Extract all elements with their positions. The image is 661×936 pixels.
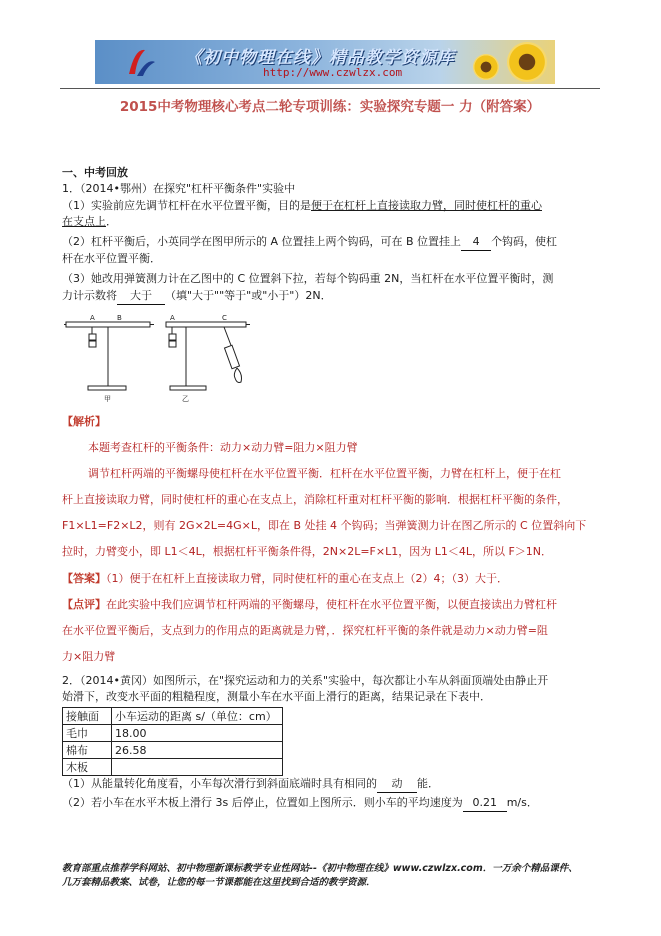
lever-experiment-figure bbox=[62, 308, 262, 404]
table-cell: 毛巾 bbox=[63, 725, 112, 742]
q2-part1-answer: 动 bbox=[377, 776, 417, 793]
banner-url: http://www.czwlzx.com bbox=[263, 66, 403, 79]
lever-bar-jia bbox=[66, 322, 150, 327]
q1-part1-line1: （1）实验前应先调节杠杆在水平位置平衡，目的是便于在杠杆上直接读取力臂，同时使杠杆的重心 bbox=[62, 199, 542, 212]
site-logo-icon bbox=[125, 44, 159, 80]
sunflower-icon bbox=[507, 42, 547, 82]
q1-part2-answer: 4 bbox=[461, 234, 491, 251]
footer-line: 教育部重点推荐学科网站、初中物理新课标教学专业性网站--《初中物理在线》www.czwlzx.com．一万余个精品课件、 bbox=[62, 863, 578, 874]
comment-line: 力×阻力臂 bbox=[62, 650, 116, 663]
comment-tag: 【点评】 bbox=[62, 598, 106, 611]
caption-jia: 甲 bbox=[104, 395, 111, 403]
result-table bbox=[62, 707, 283, 776]
table-cell: 木板 bbox=[63, 759, 112, 776]
label-A-yi: A bbox=[170, 314, 175, 322]
table-header-row bbox=[63, 708, 283, 725]
header-banner bbox=[95, 40, 555, 84]
lever-bar-yi bbox=[166, 322, 246, 327]
q2-part2: （2）若小车在水平木板上滑行 3s 后停止，位置如上图所示．则小车的平均速度为 0.21 m/s． bbox=[62, 795, 538, 812]
label-C-yi: C bbox=[222, 314, 227, 322]
section-heading: 一、中考回放 bbox=[62, 166, 128, 179]
table-cell: 26.58 bbox=[112, 742, 283, 759]
header-rule bbox=[60, 88, 600, 89]
analysis-line: 杆上直接读取力臂，同时使杠杆的重心在支点上，消除杠杆重对杠杆平衡的影响．根据杠杆平衡的条件， bbox=[62, 493, 568, 506]
label-B-jia: B bbox=[117, 314, 122, 322]
document-title: 2015中考物理核心考点二轮专项训练：实验探究专题一 力（附答案） bbox=[119, 99, 541, 115]
table-row bbox=[63, 725, 283, 742]
q1-part1-answer: 便于在杠杆上直接读取力臂，同时使杠杆的重心 bbox=[311, 199, 542, 212]
q1-part3-line1: （3）她改用弹簧测力计在乙图中的 C 位置斜下拉，若每个钩码重 2N，当杠杆在水平位置平衡时，测 bbox=[62, 272, 554, 285]
q2-part1: （1）从能量转化角度看，小车每次滑行到斜面底端时具有相同的 动 能． bbox=[62, 776, 439, 793]
q1-part2-line1: （2）杠杆平衡后，小英同学在图甲所示的 A 位置挂上两个钩码，可在 B 位置挂上 4 个钩码，使杠 bbox=[62, 234, 557, 251]
table-row bbox=[63, 759, 283, 776]
analysis-line: 调节杠杆两端的平衡螺母使杠杆在水平位置平衡．杠杆在水平位置平衡，力臂在杠杆上，便于在杠 bbox=[88, 467, 561, 480]
q2-stem-line2: 始滑下，改变水平面的粗糙程度，测量小车在水平面上滑行的距离，结果记录在下表中． bbox=[62, 690, 491, 703]
analysis-line: 本题考查杠杆的平衡条件：动力×动力臂=阻力×阻力臂 bbox=[88, 441, 358, 454]
q1-stem: 1．（2014•鄂州）在探究"杠杆平衡条件"实验中 bbox=[62, 182, 296, 195]
analysis-line: F1×L1=F2×L2，则有 2G×2L=4G×L，即在 B 处挂 4 个钩码；当弹簧测力计在图乙所示的 C 位置斜向下 bbox=[62, 519, 587, 532]
comment-line: 【点评】在此实验中我们应调节杠杆两端的平衡螺母，使杠杆在水平位置平衡，以便直接读出力臂杠杆 bbox=[62, 598, 557, 611]
q2-stem-line1: 2．（2014•黄冈）如图所示，在"探究运动和力的关系"实验中，每次都让小车从斜面顶端处由静止开 bbox=[62, 674, 549, 687]
table-header: 接触面 bbox=[63, 708, 112, 725]
q1-part3-answer: 大于 bbox=[117, 288, 165, 305]
label-A-jia: A bbox=[90, 314, 95, 322]
table-header: 小车运动的距离 s/（单位：cm） bbox=[112, 708, 283, 725]
answer-tag: 【答案】 bbox=[62, 572, 106, 585]
table-cell bbox=[112, 759, 283, 776]
sunflower-icon bbox=[473, 54, 499, 80]
table-cell: 棉布 bbox=[63, 742, 112, 759]
q1-part3-line2: 力计示数将 大于 （填"大于""等于"或"小于"）2N． bbox=[62, 288, 332, 305]
banner-title: 《初中物理在线》精品教学资源库 bbox=[185, 48, 455, 68]
table-row bbox=[63, 742, 283, 759]
analysis-tag: 【解析】 bbox=[62, 415, 106, 428]
q1-part1-line2: 在支点上． bbox=[62, 215, 117, 228]
footer-line: 几万套精品教案、试卷，让您的每一节课都能在这里找到合适的教学资源． bbox=[62, 877, 376, 888]
analysis-line: 拉时，力臂变小，即 L1＜4L，根据杠杆平衡条件得，2N×2L=F×L1，因为 L1＜4L，所以 F＞1N． bbox=[62, 545, 553, 558]
footer bbox=[62, 862, 602, 890]
q2-part2-answer: 0.21 bbox=[463, 795, 507, 812]
q1-part1-answer-cont: 在支点上 bbox=[62, 215, 106, 228]
comment-line: 在水平位置平衡后，支点到力的作用点的距离就是力臂，．探究杠杆平衡的条件就是动力×动力臂=阻 bbox=[62, 624, 548, 637]
caption-yi: 乙 bbox=[182, 395, 189, 403]
table-cell: 18.00 bbox=[112, 725, 283, 742]
q1-part2-line2: 杆在水平位置平衡． bbox=[62, 252, 161, 265]
answer-line: 【答案】（1）便于在杠杆上直接读取力臂，同时使杠杆的重心在支点上（2）4；（3）大于． bbox=[62, 572, 508, 585]
